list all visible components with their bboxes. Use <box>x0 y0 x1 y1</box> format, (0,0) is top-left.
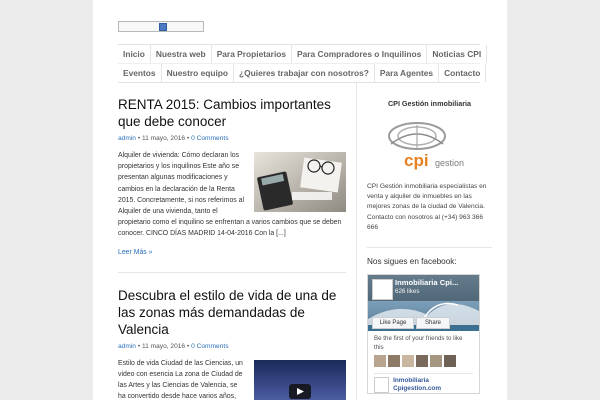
post-comments[interactable]: 0 Comments <box>191 135 229 142</box>
fb-body <box>368 331 479 394</box>
fb-friends-text: Be the first of your friends to like this <box>374 335 463 351</box>
widget-divider <box>367 247 492 248</box>
nav-trabajar[interactable]: ¿Quieres trabajar con nosotros? <box>234 64 375 82</box>
meta-separator: • <box>186 135 190 142</box>
nav-eventos[interactable]: Eventos <box>118 64 162 82</box>
avatar[interactable] <box>430 355 442 367</box>
fb-share-button[interactable]: Share <box>416 317 450 329</box>
page <box>93 0 507 400</box>
nav-para-propietarios[interactable]: Para Propietarios <box>212 45 292 63</box>
avatar[interactable] <box>388 355 400 367</box>
post-excerpt: Alquiler de vivienda: Cómo declaran los propietarios y los inquilinos Este año se presentan algunas modificaciones y cambios en la declaración de la Renta 2015. Concretamente, si nos referimos al Alquiler de una vivienda, tanto el propietario como el inquilino se enfrentan a varios cambios que se deben conocer. CINCO DÍAS MADRID 14-04-2016 Con la [...] <box>118 152 342 238</box>
post-date: 11 mayo, 2016 <box>141 135 186 142</box>
post <box>118 287 346 400</box>
fb-post <box>374 373 473 393</box>
nav-inicio[interactable]: Inicio <box>118 45 151 63</box>
contact-text: Contacto con nosotros al (+34) 963 366 666 <box>367 213 484 231</box>
avatar[interactable] <box>416 355 428 367</box>
post-author[interactable]: admin <box>118 342 136 350</box>
nav-contacto[interactable]: Contacto <box>439 64 486 82</box>
nav-row-2 <box>118 64 480 82</box>
fb-page-name[interactable]: Inmobiliaria Cpi... <box>395 278 459 288</box>
post-title[interactable]: RENTA 2015: Cambios importantes que debe conocer <box>118 97 331 129</box>
facebook-page-plugin <box>367 274 480 394</box>
logo-cpi-text: cpi <box>404 151 429 170</box>
fb-post-page-name[interactable]: Inmobiliaria Cpigestion.com <box>393 377 442 393</box>
broken-image-icon <box>159 23 167 31</box>
read-more-link[interactable]: Leer Más » <box>118 248 153 256</box>
main-nav <box>118 44 480 83</box>
column-divider <box>356 82 357 400</box>
nav-row-1 <box>118 45 480 64</box>
nav-nuestra-web[interactable]: Nuestra web <box>151 45 212 63</box>
about-text: CPI Gestión inmobiliaria especialistas en venta y alquiler de inmuebles en las mejores zonas de la ciudad de Valencia. <box>367 183 487 211</box>
avatar[interactable] <box>444 355 456 367</box>
post-excerpt: Estilo de vida Ciudad de las Ciencias, un video con esencia La zona de Ciudad de las Artes y las Ciencias de Valencia, se ha convertido desde hace varios años, <box>118 359 243 400</box>
meta-separator: • <box>137 135 141 142</box>
post-comments[interactable]: 0 Comments <box>191 342 229 350</box>
fb-page-likes: 626 likes <box>395 288 420 296</box>
fb-like-page-button[interactable]: Like Page <box>372 317 414 329</box>
logo-gestion-text: gestion <box>435 158 465 168</box>
post-thumbnail-video[interactable] <box>254 360 346 400</box>
post-excerpt-block <box>118 150 346 240</box>
post-meta <box>118 135 346 142</box>
post-title[interactable]: Descubra el estilo de vida de una de las zonas más demandadas de Valencia <box>118 287 337 337</box>
widget-title: CPI Gestión inmobiliaria <box>387 99 472 108</box>
nav-para-agentes[interactable]: Para Agentes <box>375 64 439 82</box>
nav-nuestro-equipo[interactable]: Nuestro equipo <box>162 64 234 82</box>
post-thumbnail-calculator[interactable] <box>254 152 346 212</box>
avatar[interactable] <box>374 355 386 367</box>
post <box>118 96 346 256</box>
sidebar <box>367 96 492 394</box>
post-author[interactable]: admin <box>118 135 136 142</box>
avatar[interactable] <box>402 355 414 367</box>
fb-friend-avatars <box>374 355 473 367</box>
nav-noticias-cpi[interactable]: Noticias CPI <box>427 45 487 63</box>
post-excerpt-block <box>118 358 346 400</box>
site-logo-broken-image[interactable] <box>118 21 204 32</box>
meta-separator: • <box>186 342 190 350</box>
fb-post-logo[interactable] <box>374 377 389 393</box>
post-meta <box>118 343 346 350</box>
fb-cover-image[interactable] <box>368 275 479 331</box>
post-divider <box>118 272 346 273</box>
main-content <box>118 96 346 400</box>
cpi-logo <box>367 114 492 176</box>
meta-separator: • <box>137 342 141 350</box>
nav-compradores-inquilinos[interactable]: Para Compradores o Inquilinos <box>292 45 427 63</box>
post-date: 11 mayo, 2016 <box>141 342 186 350</box>
fb-page-logo[interactable] <box>372 279 393 300</box>
facebook-widget-title: Nos sigues en facebook: <box>367 257 457 267</box>
